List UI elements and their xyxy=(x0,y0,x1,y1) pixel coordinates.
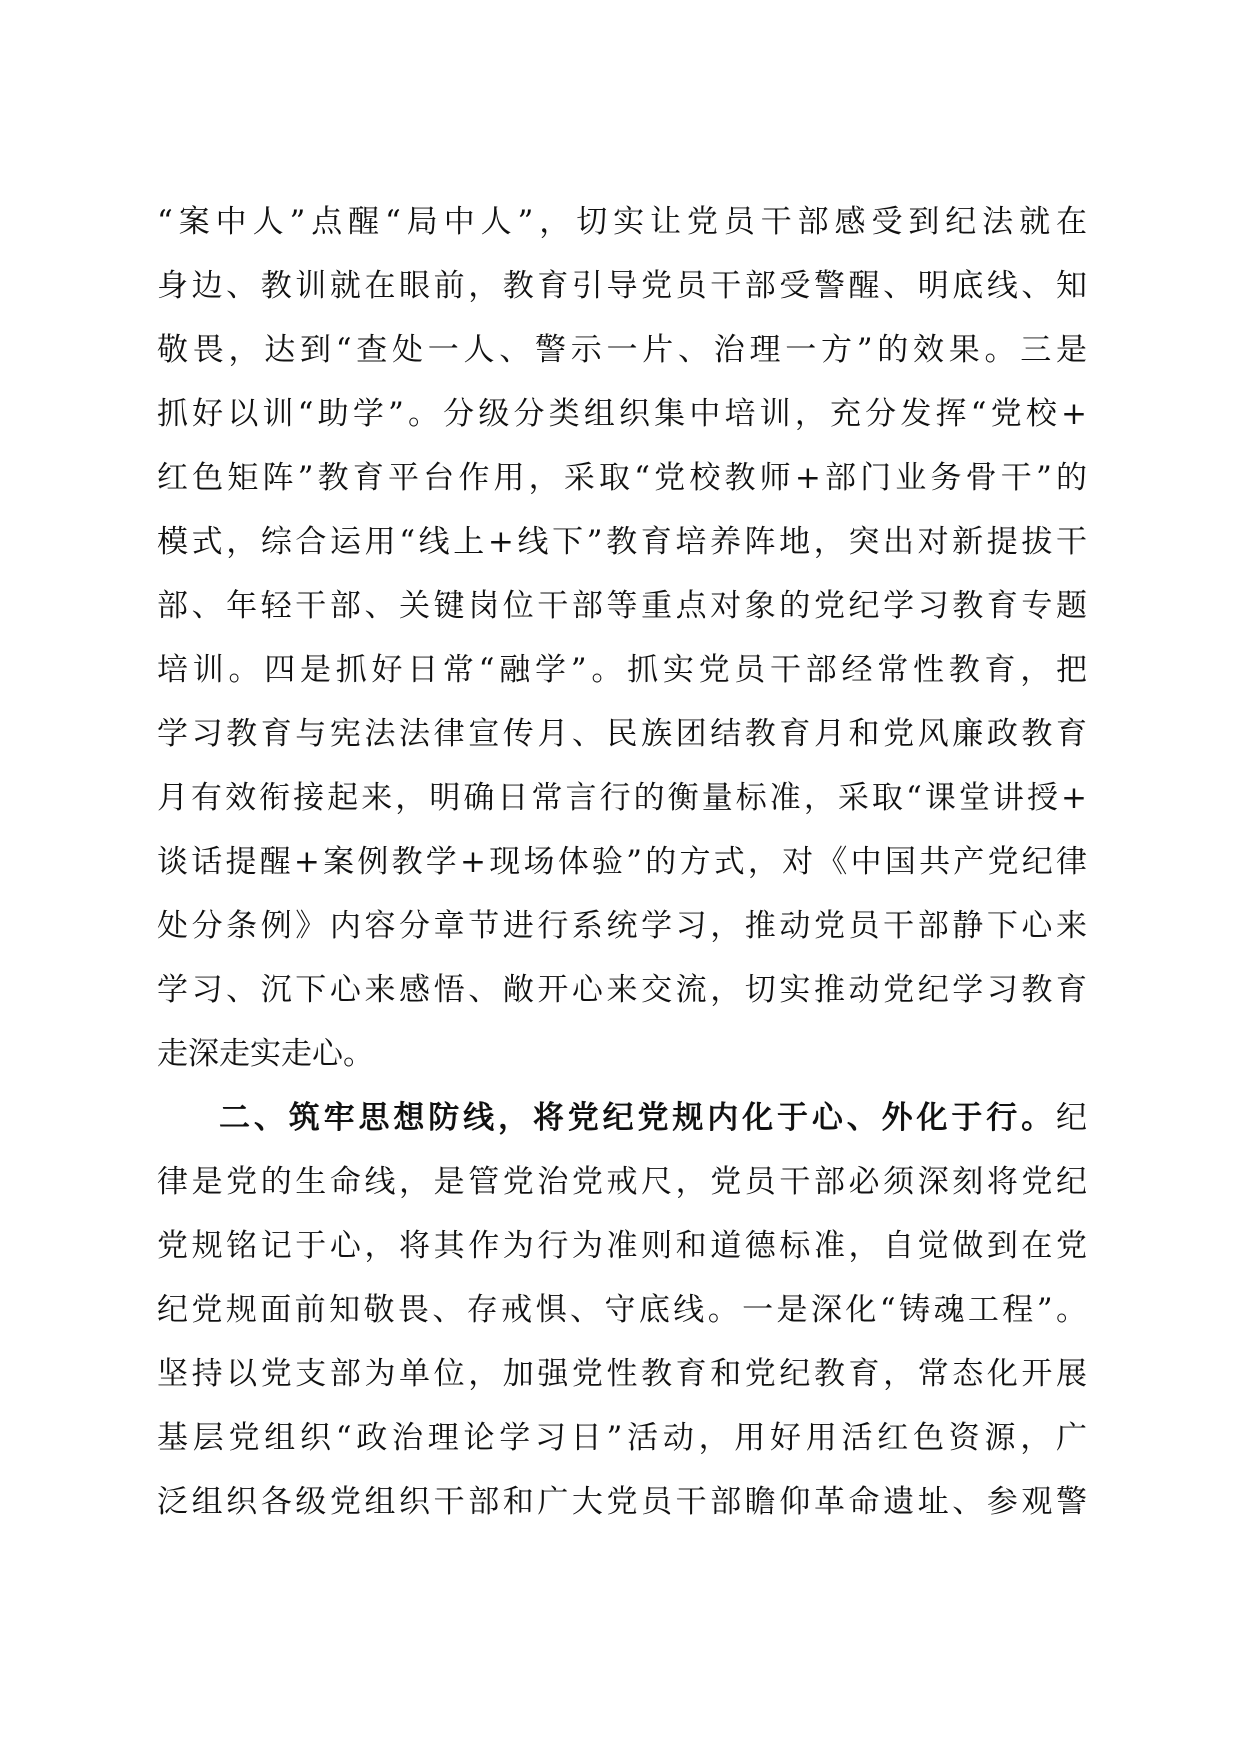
text-line: 处分条例》内容分章节进行系统学习，推动党员干部静下心来 xyxy=(157,908,1087,944)
text-line: 坚持以党支部为单位，加强党性教育和党纪教育，常态化开展 xyxy=(157,1356,1087,1392)
text-line: 基层党组织“政治理论学习日”活动，用好用活红色资源，广 xyxy=(157,1420,1087,1456)
heading-trailing-text: 纪 xyxy=(1056,1100,1087,1136)
section-heading-line xyxy=(157,1086,1087,1150)
document-body xyxy=(157,190,1087,1534)
text-line: “案中人”点醒“局中人”，切实让党员干部感受到纪法就在 xyxy=(157,204,1087,240)
text-line: 抓好以训“助学”。分级分类组织集中培训，充分发挥“党校+ xyxy=(157,396,1087,432)
text-line: 敬畏，达到“查处一人、警示一片、治理一方”的效果。三是 xyxy=(157,332,1087,368)
text-line: 部、年轻干部、关键岗位干部等重点对象的党纪学习教育专题 xyxy=(157,588,1087,624)
text-line: 党规铭记于心，将其作为行为准则和道德标准，自觉做到在党 xyxy=(157,1228,1087,1264)
text-line: 红色矩阵”教育平台作用，采取“党校教师+部门业务骨干”的 xyxy=(157,460,1087,496)
text-line: 学习教育与宪法法律宣传月、民族团结教育月和党风廉政教育 xyxy=(157,716,1087,752)
text-line: 泛组织各级党组织干部和广大党员干部瞻仰革命遗址、参观警 xyxy=(157,1484,1087,1520)
paragraph-1 xyxy=(157,190,1087,1086)
text-line: 律是党的生命线，是管党治党戒尺，党员干部必须深刻将党纪 xyxy=(157,1164,1087,1200)
text-line: 身边、教训就在眼前，教育引导党员干部受警醒、明底线、知 xyxy=(157,268,1087,304)
text-line: 学习、沉下心来感悟、敞开心来交流，切实推动党纪学习教育 xyxy=(157,972,1087,1008)
text-line: 培训。四是抓好日常“融学”。抓实党员干部经常性教育，把 xyxy=(157,652,1087,688)
text-line: 模式，综合运用“线上+线下”教育培养阵地，突出对新提拔干 xyxy=(157,524,1087,560)
text-line: 月有效衔接起来，明确日常言行的衡量标准，采取“课堂讲授+ xyxy=(157,780,1087,816)
text-line: 谈话提醒+案例教学+现场体验”的方式，对《中国共产党纪律 xyxy=(157,844,1087,880)
text-line: 走深走实走心。 xyxy=(157,1036,374,1072)
paragraph-2 xyxy=(157,1086,1087,1534)
text-line: 纪党规面前知敬畏、存戒惧、守底线。一是深化“铸魂工程”。 xyxy=(157,1292,1087,1328)
section-heading: 二、筑牢思想防线，将党纪党规内化于心、外化于行。 xyxy=(219,1100,1056,1136)
